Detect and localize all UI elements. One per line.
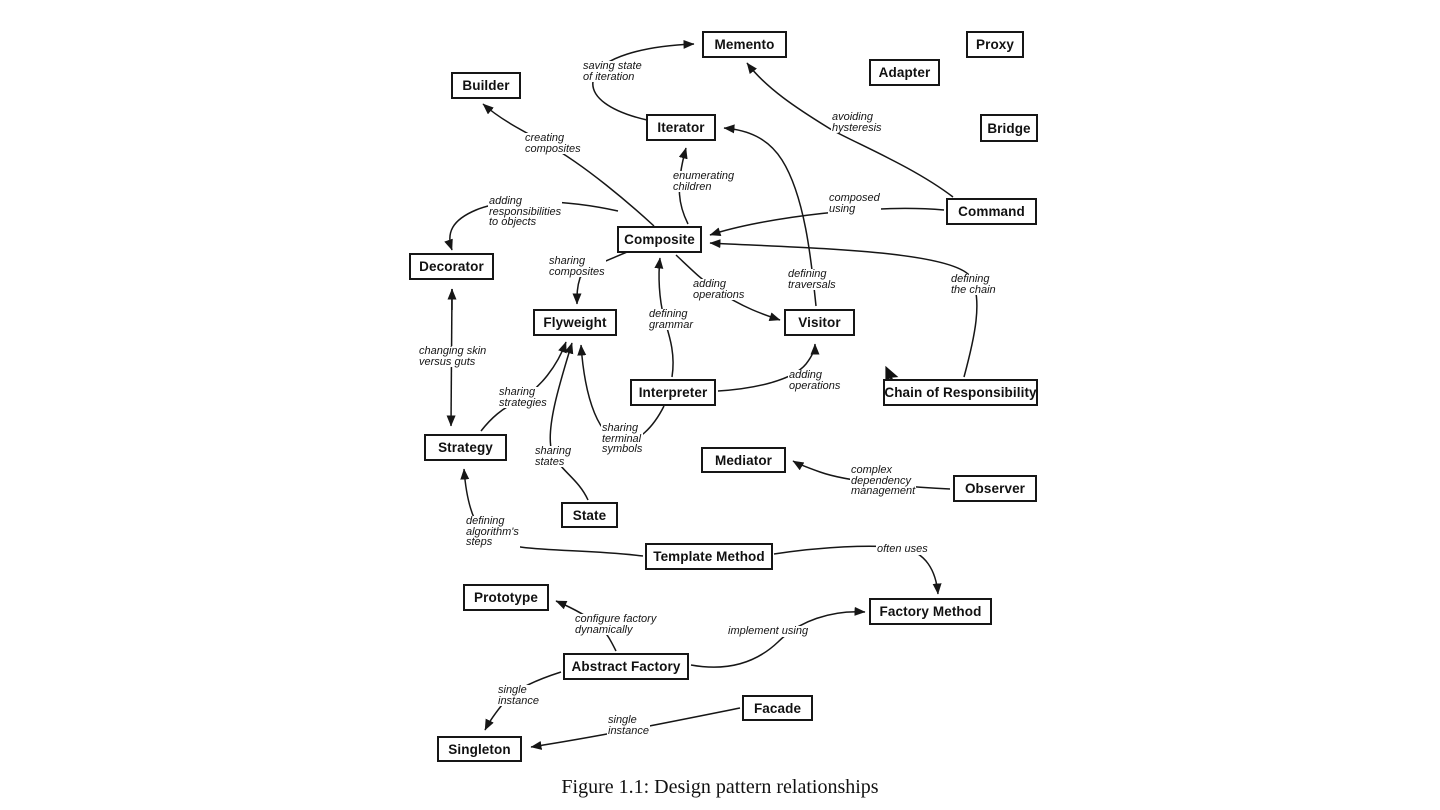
edge-label-composed-using: composed using	[829, 192, 880, 215]
node-proxy: Proxy	[966, 31, 1024, 58]
edge-label-defining-traversals: defining traversals	[788, 268, 836, 291]
edge-label-often-uses: often uses	[877, 543, 928, 555]
node-facade: Facade	[742, 695, 813, 721]
edge-label-saving-state-of-iteration: saving state of iteration	[583, 60, 642, 83]
node-prototype: Prototype	[463, 584, 549, 611]
node-observer: Observer	[953, 475, 1037, 502]
node-adapter: Adapter	[869, 59, 940, 86]
edge-label-defining-algorithms-steps: defining algorithm's steps	[466, 515, 519, 548]
node-memento: Memento	[702, 31, 787, 58]
edge-label-adding-operations-composite: adding operations	[693, 278, 745, 301]
node-builder: Builder	[451, 72, 521, 99]
edge-label-complex-dependency-management: complex dependency management	[851, 464, 916, 497]
figure-caption: Figure 1.1: Design pattern relationships	[561, 776, 879, 798]
edge-label-single-instance-facade: single instance	[608, 714, 649, 737]
edge-label-enumerating-children: enumerating children	[673, 170, 735, 193]
edge-label-changing-skin-versus-guts: changing skin versus guts	[419, 345, 487, 368]
edge-label-adding-operations-interpreter: adding operations	[789, 369, 841, 392]
edge-label-sharing-strategies: sharing strategies	[499, 386, 547, 409]
node-template-method: Template Method	[645, 543, 773, 570]
node-decorator: Decorator	[409, 253, 494, 280]
edge-label-single-instance-abstract-factory: single instance	[498, 684, 539, 707]
node-bridge: Bridge	[980, 114, 1038, 142]
edge-label-sharing-states: sharing states	[535, 445, 572, 468]
edge-label-defining-the-chain: defining the chain	[951, 273, 996, 296]
edge-command-to-composite	[710, 209, 944, 235]
edge-label-avoiding-hysteresis: avoiding hysteresis	[832, 111, 882, 134]
edge-label-configure-factory-dynamically: configure factory dynamically	[575, 613, 657, 636]
node-command: Command	[946, 198, 1037, 225]
node-state: State	[561, 502, 618, 528]
node-mediator: Mediator	[701, 447, 786, 473]
node-composite: Composite	[617, 226, 702, 253]
edge-abstract-factory-to-factory-method	[691, 612, 865, 667]
node-abstract-factory: Abstract Factory	[563, 653, 689, 680]
node-chain-of-responsibility: Chain of Responsibility	[883, 379, 1038, 406]
node-strategy: Strategy	[424, 434, 507, 461]
edge-label-sharing-composites: sharing composites	[549, 255, 605, 278]
edge-label-adding-responsibilities-to-objects: adding responsibilities to objects	[489, 195, 562, 228]
edge-label-creating-composites: creating composites	[525, 132, 581, 155]
node-visitor: Visitor	[784, 309, 855, 336]
node-iterator: Iterator	[646, 114, 716, 141]
node-interpreter: Interpreter	[630, 379, 716, 406]
edge-state-to-flyweight	[550, 343, 588, 500]
edge-label-sharing-terminal-symbols: sharing terminal symbols	[602, 422, 643, 455]
edge-label-implement-using: implement using	[728, 625, 809, 637]
edge-label-defining-grammar: defining grammar	[649, 308, 694, 331]
node-flyweight: Flyweight	[533, 309, 617, 336]
node-factory-method: Factory Method	[869, 598, 992, 625]
node-singleton: Singleton	[437, 736, 522, 762]
